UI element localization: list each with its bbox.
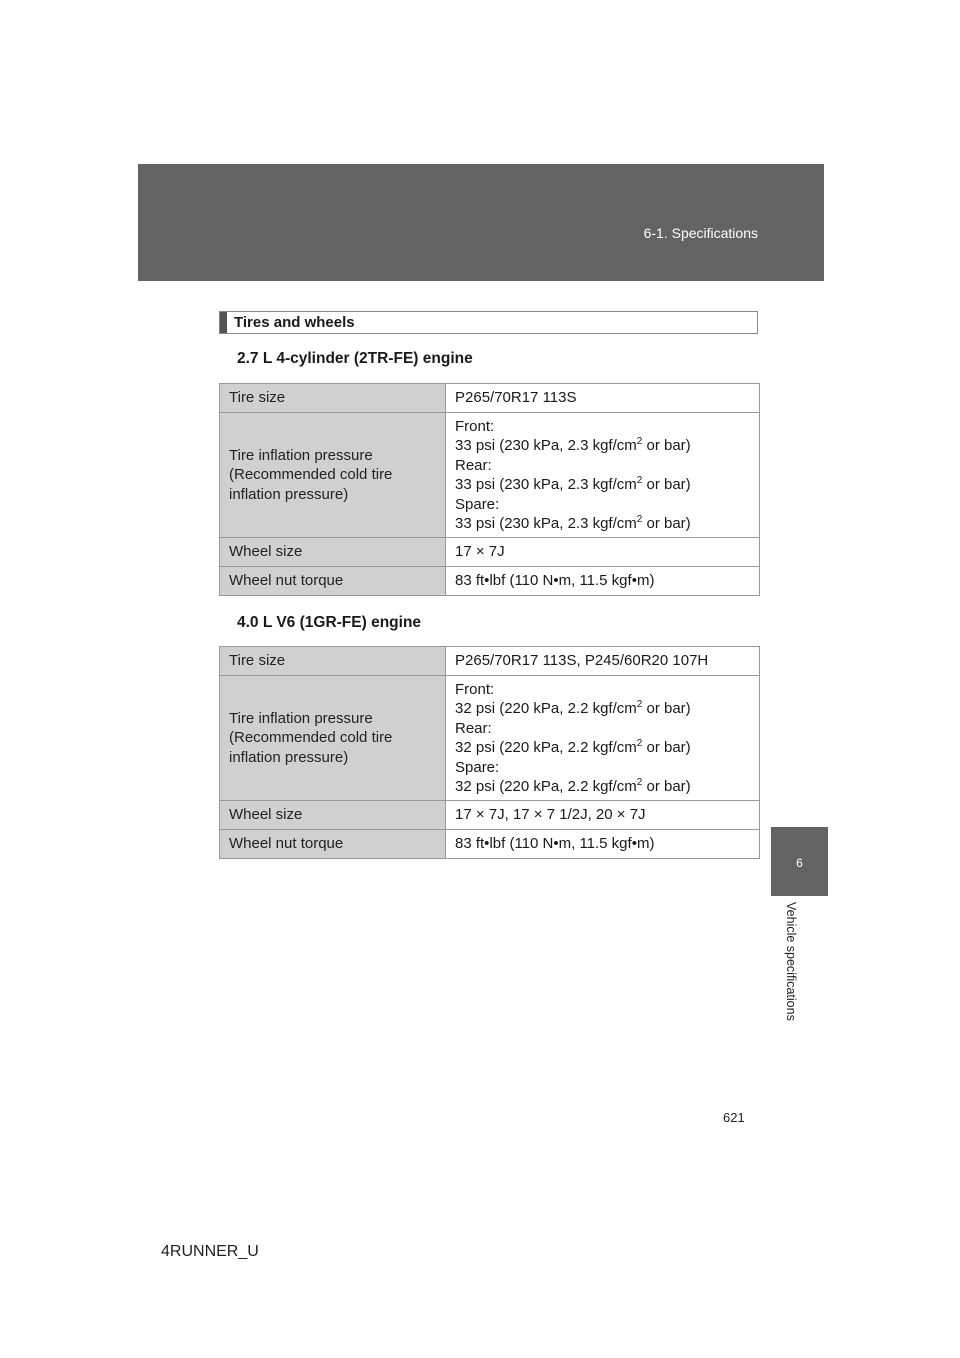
inflation-label-line: (Recommended cold tire — [229, 466, 393, 484]
page-number: 621 — [723, 1110, 745, 1125]
table-row — [220, 384, 760, 413]
section-heading-text: Tires and wheels — [234, 314, 355, 331]
header-section-title: 6-1. Specifications — [643, 225, 758, 241]
front-label: Front: — [455, 417, 495, 435]
table-row — [220, 413, 760, 538]
table-row — [220, 801, 760, 830]
rear-label: Rear: — [455, 719, 492, 737]
spare-pressure: 32 psi (220 kPa, 2.2 kgf/$cm^2$ or bar) — [455, 777, 691, 795]
tire-size-value: P265/70R17 113S — [446, 384, 760, 413]
document-code: 4RUNNER_U — [161, 1243, 259, 1260]
header-bar — [138, 164, 824, 281]
rear-label: Rear: — [455, 456, 492, 474]
wheel-size-label: Wheel size — [220, 538, 446, 567]
chapter-tab — [771, 827, 828, 896]
rear-pressure: 33 psi (230 kPa, 2.3 kgf/$cm^2$ or bar) — [455, 475, 691, 493]
chapter-tab-number: 6 — [796, 856, 803, 870]
inflation-label-line: (Recommended cold tire — [229, 729, 393, 747]
section-heading — [219, 311, 758, 334]
front-label: Front: — [455, 680, 495, 698]
inflation-label-line: Tire inflation pressure — [229, 446, 373, 464]
wheel-size-value: 17 × 7J — [446, 538, 760, 567]
tire-size-label: Tire size — [220, 647, 446, 676]
spare-label: Spare: — [455, 495, 500, 513]
tire-size-label: Tire size — [220, 384, 446, 413]
spare-pressure: 33 psi (230 kPa, 2.3 kgf/$cm^2$ or bar) — [455, 514, 691, 532]
section-heading-marker — [220, 312, 227, 333]
rear-pressure: 32 psi (220 kPa, 2.2 kgf/$cm^2$ or bar) — [455, 738, 691, 756]
spare-label: Spare: — [455, 758, 500, 776]
inflation-value — [446, 413, 760, 538]
tire-size-value: P265/70R17 113S, P245/60R20 107H — [446, 647, 760, 676]
wheel-size-label: Wheel size — [220, 801, 446, 830]
inflation-label-line: Tire inflation pressure — [229, 709, 373, 727]
table-row — [220, 538, 760, 567]
front-pressure: 32 psi (220 kPa, 2.2 kgf/$cm^2$ or bar) — [455, 699, 691, 717]
inflation-value — [446, 676, 760, 801]
inflation-label — [220, 413, 446, 538]
table-row — [220, 567, 760, 596]
inflation-label — [220, 676, 446, 801]
inflation-label-line: inflation pressure) — [229, 485, 349, 503]
nut-torque-value: 83 ft•lbf (110 N•m, 11.5 kgf•m) — [446, 567, 760, 596]
spec-table-2tr-fe — [219, 383, 760, 596]
chapter-tab-label: Vehicle specifications — [784, 902, 798, 1021]
nut-torque-label: Wheel nut torque — [220, 830, 446, 859]
inflation-label-line: inflation pressure) — [229, 748, 349, 766]
table-row — [220, 647, 760, 676]
engine-heading-2tr-fe: 2.7 L 4-cylinder (2TR-FE) engine — [237, 350, 473, 367]
engine-heading-1gr-fe: 4.0 L V6 (1GR-FE) engine — [237, 614, 422, 631]
nut-torque-value: 83 ft•lbf (110 N•m, 11.5 kgf•m) — [446, 830, 760, 859]
table-row — [220, 830, 760, 859]
nut-torque-label: Wheel nut torque — [220, 567, 446, 596]
spec-table-1gr-fe — [219, 646, 760, 859]
wheel-size-value: 17 × 7J, 17 × 7 1/2J, 20 × 7J — [446, 801, 760, 830]
front-pressure: 33 psi (230 kPa, 2.3 kgf/$cm^2$ or bar) — [455, 436, 691, 454]
table-row — [220, 676, 760, 801]
